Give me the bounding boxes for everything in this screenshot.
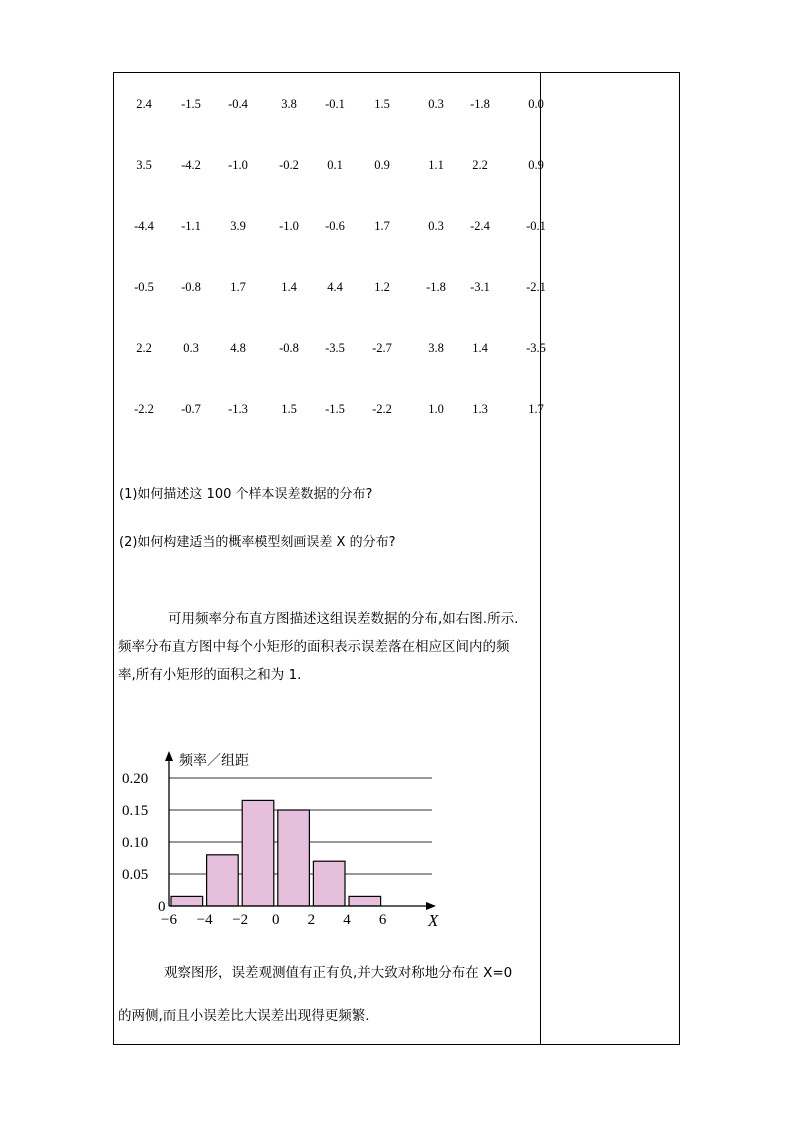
observation-text-1: 观察图形，误差观测值有正有负,并大致对称地分布在 X=0: [164, 965, 513, 981]
data-cell: -4.2: [181, 158, 201, 172]
data-cell: -2.4: [470, 219, 490, 233]
y-tick-label: 0.15: [122, 803, 149, 819]
histogram-bar: [207, 855, 239, 906]
data-cell: -1.3: [228, 402, 248, 416]
data-cell: 1.4: [281, 280, 297, 294]
data-cell: -4.4: [134, 219, 154, 233]
data-cell: 1.4: [472, 341, 488, 355]
data-cell: 1.5: [374, 97, 390, 111]
data-cell: -0.1: [325, 97, 345, 111]
data-cell: -3.1: [470, 280, 490, 294]
data-cell: -0.6: [325, 219, 345, 233]
data-cell: -1.8: [470, 97, 490, 111]
data-cell: 3.9: [230, 219, 246, 233]
x-tick-label: 4: [343, 912, 351, 928]
data-cell: -1.1: [181, 219, 201, 233]
column-divider: [540, 72, 541, 1045]
question-1: (1)如何描述这 100 个样本误差数据的分布?: [119, 487, 373, 502]
data-cell: -2.2: [134, 402, 154, 416]
data-cell: -0.1: [526, 219, 546, 233]
x-tick-label: 2: [307, 912, 316, 928]
x-axis-label: X: [428, 911, 439, 930]
data-cell: 0.3: [183, 341, 199, 355]
data-cell: 1.3: [472, 402, 488, 416]
observation-line-2: 的两侧,而且小误差比大误差出现得更频繁.: [118, 1008, 370, 1024]
data-cell: 1.0: [428, 402, 444, 416]
x-tick-label: −6: [161, 912, 177, 928]
question-2: (2)如何构建适当的概率模型刻画误差 X 的分布?: [119, 535, 396, 550]
frequency-histogram: [114, 743, 444, 930]
data-cell: -2.2: [372, 402, 392, 416]
data-cell: -3.5: [325, 341, 345, 355]
data-cell: -1.8: [426, 280, 446, 294]
paragraph-line-3: 率,所有小矩形的面积之和为 1.: [118, 667, 302, 683]
explanation-paragraph: [118, 605, 538, 689]
x-tick-label: −4: [196, 912, 213, 928]
data-cell: 1.7: [528, 402, 544, 416]
data-cell: -0.8: [279, 341, 299, 355]
y-tick-label: 0.20: [122, 771, 149, 787]
y-axis-label: 频率／组距: [179, 754, 249, 769]
data-cell: 1.5: [281, 402, 297, 416]
data-cell: -1.0: [279, 219, 299, 233]
histogram-bar: [242, 800, 274, 906]
data-cell: -2.1: [526, 280, 546, 294]
x-tick-label: 6: [378, 912, 387, 928]
histogram-bar: [313, 861, 345, 906]
data-cell: 0.3: [428, 97, 444, 111]
data-cell: 0.3: [428, 219, 444, 233]
histogram-bar: [349, 896, 381, 906]
data-cell: 0.1: [327, 158, 343, 172]
data-cell: 4.8: [230, 341, 246, 355]
data-cell: -1.5: [181, 97, 201, 111]
data-cell: 1.1: [428, 158, 444, 172]
data-cell: -1.5: [325, 402, 345, 416]
data-cell: 4.4: [327, 280, 343, 294]
data-cell: 0.9: [374, 158, 390, 172]
data-cell: 2.4: [136, 97, 152, 111]
data-cell: 1.7: [230, 280, 246, 294]
y-axis-arrow: [165, 751, 173, 761]
left-cell: [114, 73, 546, 1044]
data-cell: -0.2: [279, 158, 299, 172]
x-axis-arrow: [426, 902, 436, 910]
data-cell: 2.2: [136, 341, 152, 355]
data-cell: 0.9: [528, 158, 544, 172]
x-tick-label: 0: [272, 912, 280, 928]
data-cell: -0.4: [228, 97, 248, 111]
paragraph-line-2: 频率分布直方图中每个小矩形的面积表示误差落在相应区间内的频: [118, 639, 510, 655]
x-tick-label: −2: [232, 912, 249, 928]
data-cell: -3.5: [526, 341, 546, 355]
data-cell: 1.7: [374, 219, 390, 233]
y-tick-label: 0: [158, 899, 166, 915]
data-cell: -0.8: [181, 280, 201, 294]
data-cell: -1.0: [228, 158, 248, 172]
data-cell: 3.5: [136, 158, 152, 172]
histogram-bar: [171, 896, 203, 906]
data-cell: -0.5: [134, 280, 154, 294]
histogram-bar: [278, 810, 310, 906]
paragraph-line-1: 可用频率分布直方图描述这组误差数据的分布,如右图.所示.: [168, 611, 519, 627]
data-cell: -0.7: [181, 402, 201, 416]
observation-line-1: [118, 961, 538, 981]
data-cell: 3.8: [281, 97, 297, 111]
data-cell: 3.8: [428, 341, 444, 355]
data-cell: 0.0: [528, 97, 544, 111]
data-cell: -2.7: [372, 341, 392, 355]
y-tick-label: 0.05: [122, 867, 149, 883]
data-cell: 1.2: [374, 280, 390, 294]
y-tick-label: 0.10: [122, 835, 149, 851]
data-cell: 2.2: [472, 158, 488, 172]
